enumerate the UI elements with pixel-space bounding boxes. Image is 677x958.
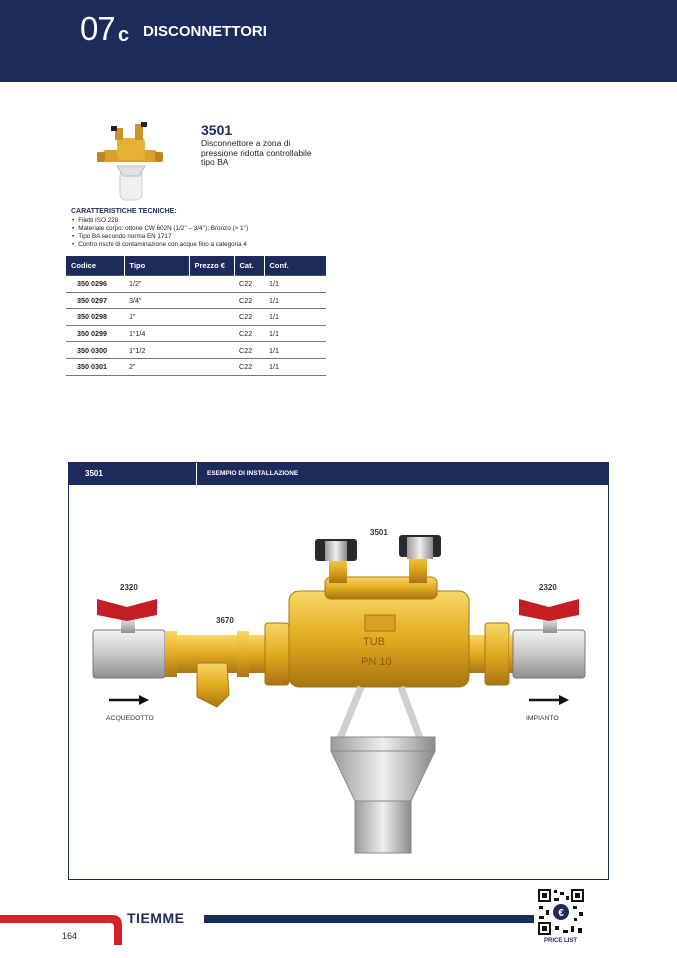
cell-code: 350 0301 — [66, 358, 124, 375]
cell-conf: 1/1 — [264, 342, 326, 359]
tech-spec-item: • Filetti ISO 228 — [72, 217, 248, 225]
table-row — [66, 342, 326, 359]
svg-text:€: € — [558, 908, 564, 919]
price-list-qr-icon[interactable] — [537, 888, 585, 936]
cell-conf: 1/1 — [264, 309, 326, 326]
cell-conf: 1/1 — [264, 325, 326, 342]
cell-price — [189, 276, 234, 293]
label-valve-left: 2320 — [120, 583, 138, 592]
cell-type: 1” — [124, 309, 189, 326]
product-image — [95, 118, 165, 206]
installation-panel-header — [69, 463, 608, 485]
chapter-letter: c — [118, 24, 130, 46]
product-description: Disconnettore a zona di pressione ridotta controllabile tipo BA — [201, 138, 312, 168]
installation-title: ESEMPIO DI INSTALLAZIONE — [207, 470, 299, 477]
cell-price — [189, 358, 234, 375]
cell-code: 350 0298 — [66, 309, 124, 326]
page-number: 164 — [62, 931, 78, 941]
column-header-prezzo: Prezzo € — [189, 256, 234, 276]
label-filter: 3670 — [216, 616, 234, 625]
tech-spec-item: • Tipo BA secondo norma EN 1717 — [72, 233, 248, 241]
product-code: 3501 — [201, 122, 233, 138]
cell-code: 350 0300 — [66, 342, 124, 359]
tech-spec-item: • Contro rischi di contaminazione con acque fino a categoria 4 — [72, 241, 248, 249]
tech-specs-title: CARATTERISTICHE TECNICHE: — [71, 208, 177, 215]
cell-price — [189, 342, 234, 359]
footer-swoosh — [88, 915, 124, 949]
price-list-label: PRICE LIST — [544, 938, 578, 944]
cell-type: 1”1/4 — [124, 325, 189, 342]
cell-type: 2” — [124, 358, 189, 375]
label-valve-right: 2320 — [539, 583, 557, 592]
cell-cat: C22 — [234, 325, 264, 342]
cell-conf: 1/1 — [264, 358, 326, 375]
column-header-tipo: Tipo — [124, 256, 189, 276]
cell-cat: C22 — [234, 276, 264, 293]
table-row — [66, 358, 326, 375]
cell-code: 350 0297 — [66, 292, 124, 309]
label-disconnector: 3501 — [370, 528, 388, 537]
cell-price — [189, 292, 234, 309]
tech-specs-list — [72, 217, 248, 249]
cell-code: 350 0296 — [66, 276, 124, 293]
cell-code: 350 0299 — [66, 325, 124, 342]
chapter-number: 07 — [80, 10, 115, 47]
label-acquedotto: ACQUEDOTTO — [106, 715, 154, 722]
cell-conf: 1/1 — [264, 292, 326, 309]
cell-price — [189, 309, 234, 326]
table-row — [66, 276, 326, 293]
chapter-header — [0, 0, 677, 82]
cell-price — [189, 325, 234, 342]
cell-cat: C22 — [234, 309, 264, 326]
cell-type: 1”1/2 — [124, 342, 189, 359]
table-row — [66, 309, 326, 326]
header-divider — [196, 463, 197, 485]
cell-cat: C22 — [234, 358, 264, 375]
column-header-codice: Codice — [66, 256, 124, 276]
body-mark-brand: TUB — [363, 636, 385, 648]
cell-type: 1/2” — [124, 276, 189, 293]
column-header-conf: Conf. — [264, 256, 326, 276]
tech-spec-item: • Materiale corpo: ottone CW 602N (1/2’’ – 3/4’’); Bronzo (> 1’’) — [72, 225, 248, 233]
product-table — [66, 256, 326, 376]
table-row — [66, 292, 326, 309]
installation-code: 3501 — [85, 469, 103, 478]
brand-logo: TIEMME — [127, 910, 185, 926]
chapter-title: DISCONNETTORI — [143, 23, 267, 40]
cell-type: 3/4” — [124, 292, 189, 309]
column-header-cat: Cat. — [234, 256, 264, 276]
label-impianto: IMPIANTO — [526, 715, 559, 722]
cell-cat: C22 — [234, 292, 264, 309]
body-mark-pn: PN 10 — [361, 656, 392, 668]
installation-diagram — [69, 485, 608, 879]
footer-blue-bar — [204, 915, 534, 923]
cell-conf: 1/1 — [264, 276, 326, 293]
footer-red-bar — [0, 915, 100, 923]
cell-cat: C22 — [234, 342, 264, 359]
table-row — [66, 325, 326, 342]
